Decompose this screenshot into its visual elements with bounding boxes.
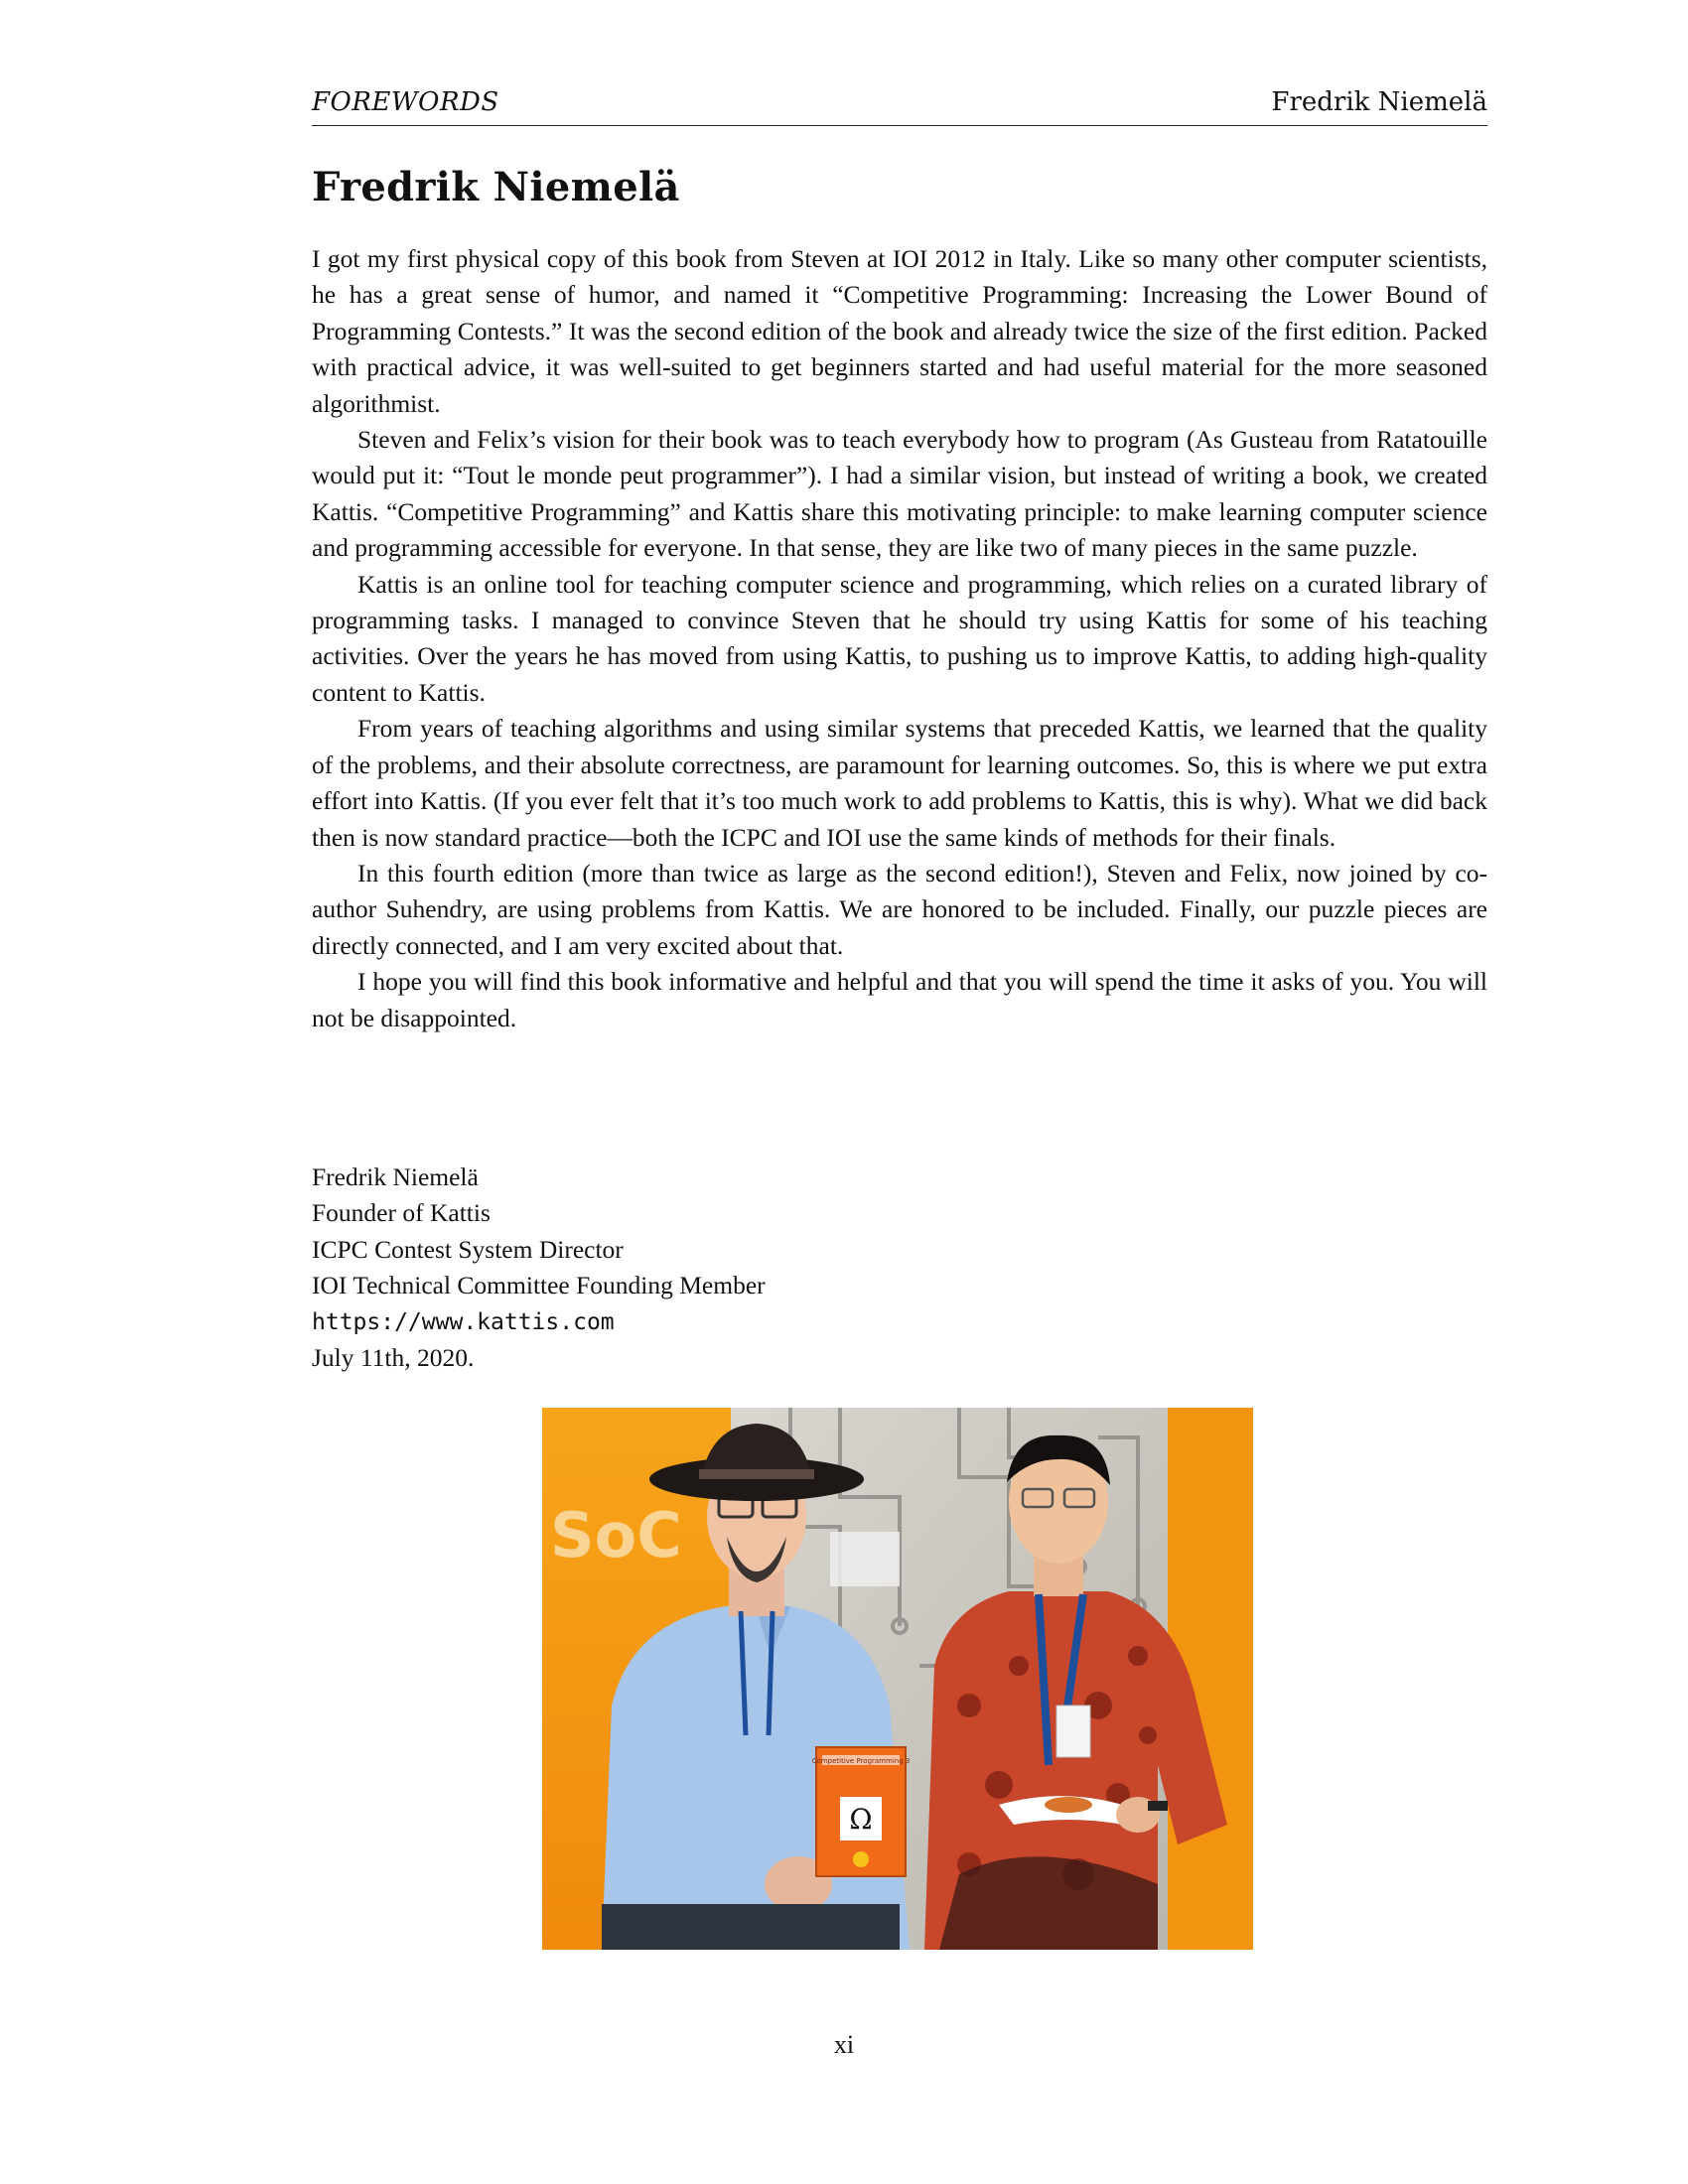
foreword-body — [312, 241, 1487, 1036]
signature-role-2: ICPC Contest System Director — [312, 1234, 624, 1264]
header-author: Fredrik Niemelä — [1271, 87, 1487, 117]
header-section: FOREWORDS — [312, 87, 499, 117]
photo-illustration — [542, 1408, 1253, 1950]
page-number: xi — [833, 2030, 855, 2059]
running-header — [312, 85, 1487, 126]
book-title-text: Competitive Programming 3 — [811, 1757, 911, 1765]
paragraph-4: From years of teaching algorithms and using similar systems that preceded Kattis, we learned that the quality of the problems, and their absolute correctness, are paramount for learning outcomes. So, this is where we put extra effort into Kattis. (If you ever felt that it’s too much work to add problems to Kattis, this is why). What we did back then is now standard practice—both the ICPC and IOI use the same kinds of methods for their finals. — [312, 714, 1487, 852]
paragraph-3: Kattis is an online tool for teaching computer science and programming, which relies on a curated library of programming tasks. I managed to convince Steven that he should try using Kattis for some of his teaching activities. Over the years he has moved from using Kattis, to pushing us to improve Kattis, to adding high-quality content to Kattis. — [312, 569, 1487, 707]
signature-role-3: IOI Technical Committee Founding Member — [312, 1271, 766, 1300]
signature-block — [312, 1160, 766, 1376]
signature-role-1: Founder of Kattis — [312, 1198, 491, 1228]
signature-url[interactable]: https://www.kattis.com — [312, 1308, 615, 1335]
paragraph-5: In this fourth edition (more than twice as large as the second edition!), Steven and Felix, now joined by co-author Suhendry, are using problems from Kattis. We are honored to be included. Finally, our puzzle pieces are directly connected, and I am very excited about that. — [312, 858, 1487, 960]
page-title: Fredrik Niemelä — [312, 164, 680, 210]
signature-date: July 11th, 2020. — [312, 1343, 475, 1373]
wall-sign-text: SoC — [550, 1499, 682, 1571]
photo-figure — [542, 1408, 1253, 1950]
paragraph-2: Steven and Felix’s vision for their book was to teach everybody how to program (As Gusteau from Ratatouille would put it: “Tout le monde peut programmer”). I had a similar vision, but instead of writing a book, we created Kattis. “Competitive Programming” and Kattis share this motivating principle: to make learning computer science and programming accessible for everyone. In that sense, they are like two of many pieces in the same puzzle. — [312, 425, 1487, 563]
paragraph-6: I hope you will find this book informative and helpful and that you will spend the time it asks of you. You will not be disappointed. — [312, 967, 1487, 1032]
wall-notice — [830, 1532, 900, 1586]
book-cover — [812, 1747, 911, 1876]
paragraph-1: I got my first physical copy of this book from Steven at IOI 2012 in Italy. Like so many other computer scientists, he has a great sense of humor, and named it “Competitive Programming: Increasing the Lower Bound of Programming Contests.” It was the second edition of the book and already twice the size of the first edition. Packed with practical advice, it was well-suited to get beginners started and had useful material for the more seasoned algorithmist. — [312, 244, 1487, 418]
signature-name: Fredrik Niemelä — [312, 1162, 479, 1191]
book-omega-symbol: Ω — [849, 1803, 873, 1836]
